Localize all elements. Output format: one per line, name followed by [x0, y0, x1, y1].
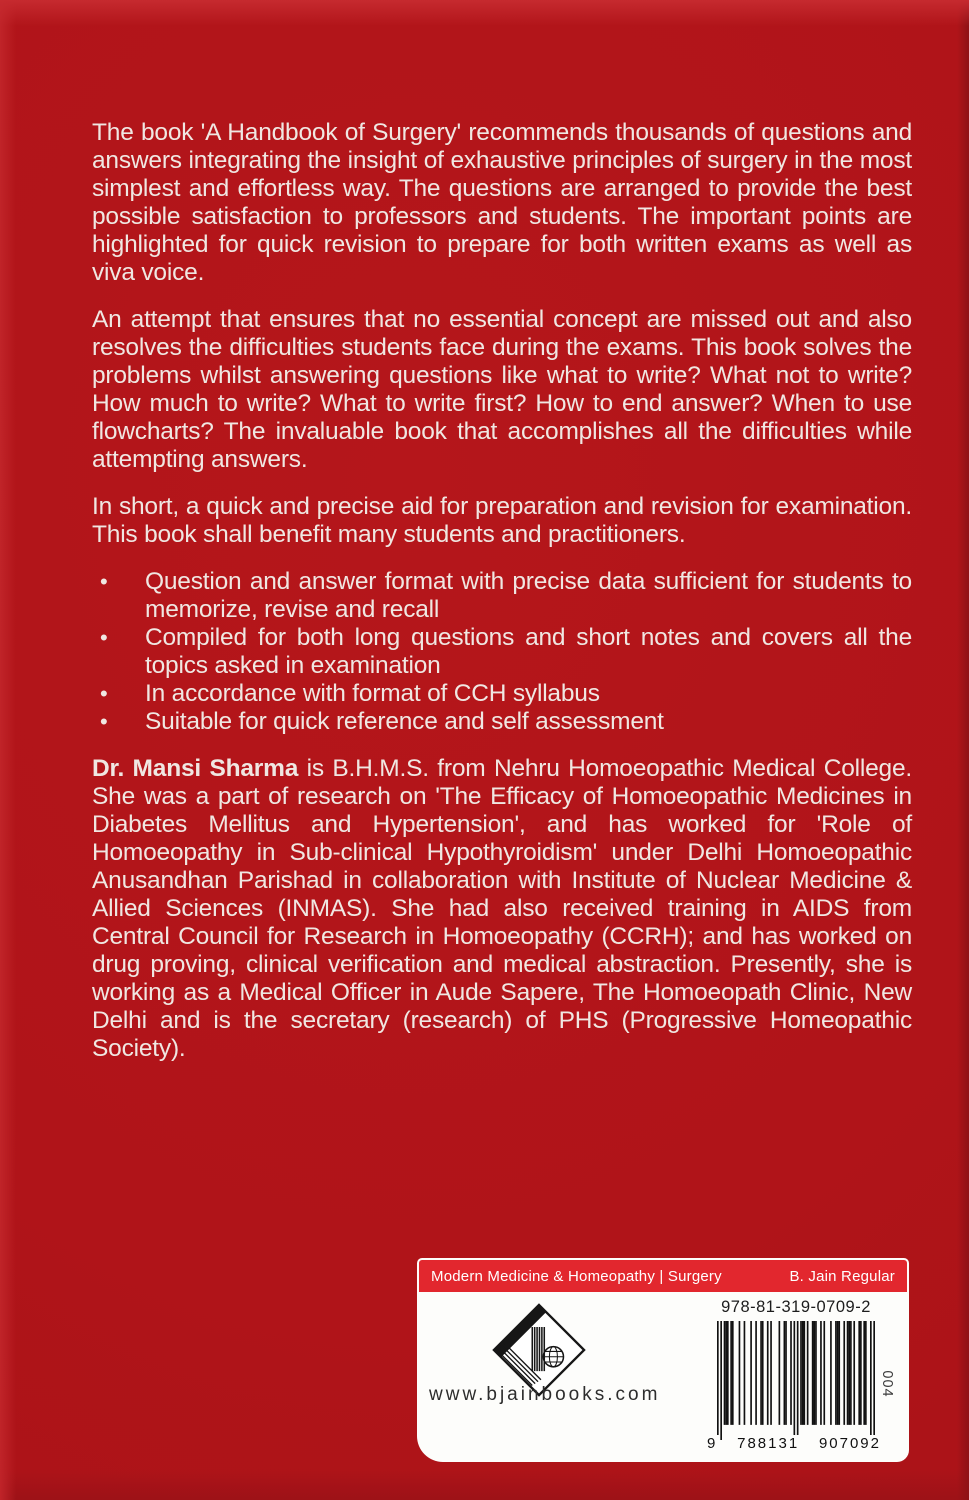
bullet-item	[92, 680, 912, 708]
category-strip	[419, 1260, 907, 1292]
barcode-digit-group: 907092	[818, 1435, 881, 1452]
spine-code-text: 004	[879, 1370, 895, 1398]
bullet-text: Compiled for both long questions and short notes and covers all the topics asked in examination	[145, 624, 912, 679]
publisher-website-text: www.bjainbooks.com	[429, 1384, 661, 1405]
isbn-barcode	[717, 1321, 875, 1440]
bullet-item	[92, 624, 912, 680]
feature-bullet-list	[92, 568, 912, 736]
edition-text: B. Jain Regular	[789, 1267, 895, 1285]
publisher-barcode-sticker	[417, 1258, 909, 1462]
bullet-item	[92, 568, 912, 624]
author-name: Dr. Mansi Sharma	[92, 755, 299, 782]
barcode-digit-group: 9	[707, 1435, 718, 1452]
bullet-dot-icon: •	[100, 569, 108, 594]
category-text: Modern Medicine & Homeopathy | Surgery	[431, 1267, 722, 1285]
blurb-paragraph: In short, a quick and precise aid for preparation and revision for examination. This book shall benefit many students and practitioners.	[92, 493, 912, 548]
blurb-paragraph: An attempt that ensures that no essential concept are missed out and also resolves the difficulties students face during the exams. This book solves the problems whilst answering questions like what to write? What not to write? How much to write? What to write first? How to end answer? When to use flowcharts? The invaluable book that accomplishes all the difficulties while attempting answers.	[92, 306, 912, 473]
barcode-digits	[705, 1435, 883, 1452]
bullet-dot-icon: •	[100, 625, 108, 650]
bullet-text: Suitable for quick reference and self assessment	[145, 708, 664, 735]
blurb-paragraph: The book 'A Handbook of Surgery' recommends thousands of questions and answers integrating the insight of exhaustive principles of surgery in the most simplest and effortless way. The questions are arranged to provide the best possible satisfaction to professors and students. The important points are highlighted for quick revision to prepare for both written exams as well as viva voice.	[92, 119, 912, 286]
bullet-dot-icon: •	[100, 709, 108, 734]
author-bio	[92, 755, 912, 1063]
bullet-text: Question and answer format with precise data sufficient for students to memorize, revise and recall	[145, 568, 912, 623]
bullet-text: In accordance with format of CCH syllabus	[145, 680, 600, 707]
barcode-digit-group: 788131	[737, 1435, 800, 1452]
bullet-item	[92, 708, 912, 736]
isbn-text: 978-81-319-0709-2	[721, 1298, 871, 1316]
bullet-dot-icon: •	[100, 681, 108, 706]
author-bio-text: is B.H.M.S. from Nehru Homoeopathic Medical College. She was a part of research on 'The Efficacy of Homoeopathic Medicines in Diabetes Mellitus and Hypertension', and has worked for 'Role of Homoeopathy in Sub-clinical Hypothyroidism' under Delhi Homoeopathic Anusandhan Parishad in collaboration with Institute of Nuclear Medicine & Allied Sciences (INMAS). She had also received training in AIDS from Central Council for Research in Homoeopathy (CCRH); and has worked on drug proving, clinical verification and medical abstraction. Presently, she is working as a Medical Officer in Aude Sapere, The Homoeopath Clinic, New Delhi and is the secretary (research) of PHS (Progressive Homeopathic Society).	[92, 755, 913, 1062]
back-cover-blurb	[92, 119, 912, 1082]
